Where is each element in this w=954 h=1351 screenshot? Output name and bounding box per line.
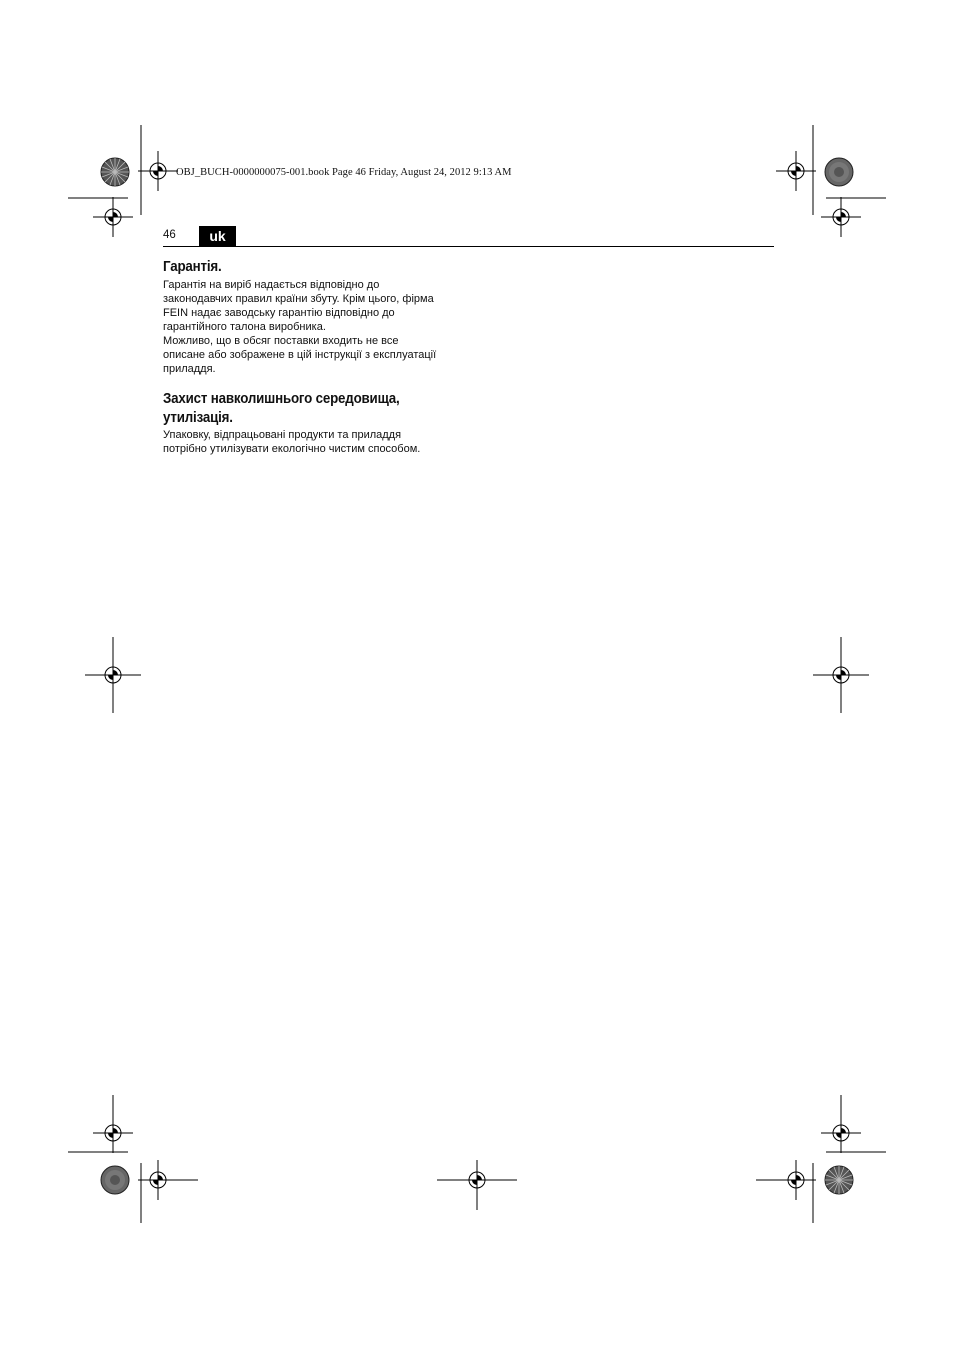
text-line: законодавчих правил країни збуту. Крім цього, фірма (163, 293, 434, 305)
file-slug: OBJ_BUCH-0000000075-001.book Page 46 Friday, August 24, 2012 9:13 AM (176, 167, 512, 178)
registration-mark (813, 637, 869, 713)
text-line: FEIN надає заводську гарантію відповідно до (163, 307, 395, 319)
heading-line: утилізація. (163, 410, 233, 426)
registration-mark (93, 1095, 133, 1153)
paragraph (163, 334, 463, 376)
registration-mark (821, 197, 861, 237)
language-tab: uk (199, 226, 236, 246)
paragraph (163, 278, 463, 334)
heading-line: Захист навколишнього середовища, (163, 391, 400, 407)
registration-mark (776, 151, 816, 191)
section-heading-environment (163, 390, 439, 428)
text-column (163, 258, 463, 456)
text-line: Гарантія на виріб надається відповідно до (163, 279, 380, 291)
registration-mark (437, 1160, 517, 1210)
section-heading-warranty: Гарантія. (163, 259, 222, 275)
star-target (101, 1166, 129, 1194)
star-target (825, 158, 853, 186)
registration-mark (138, 151, 178, 191)
registration-mark (821, 1095, 861, 1153)
header-rule (163, 246, 774, 247)
registration-mark (85, 637, 141, 713)
star-target (825, 1166, 853, 1194)
registration-mark (756, 1160, 816, 1200)
page-number: 46 (163, 229, 176, 241)
text-line: Упаковку, відпрацьовані продукти та приладдя (163, 429, 402, 441)
text-line: приладдя. (163, 363, 216, 375)
text-line: потрібно утилізувати екологічно чистим способом. (163, 443, 421, 455)
star-target (101, 158, 129, 186)
text-line: описане або зображене в цій інструкції з експлуатації (163, 349, 437, 361)
registration-mark (138, 1160, 198, 1200)
text-line: гарантійного талона виробника. (163, 321, 326, 333)
registration-mark (93, 197, 133, 237)
paragraph (163, 428, 463, 456)
text-line: Можливо, що в обсяг поставки входить не все (163, 335, 399, 347)
